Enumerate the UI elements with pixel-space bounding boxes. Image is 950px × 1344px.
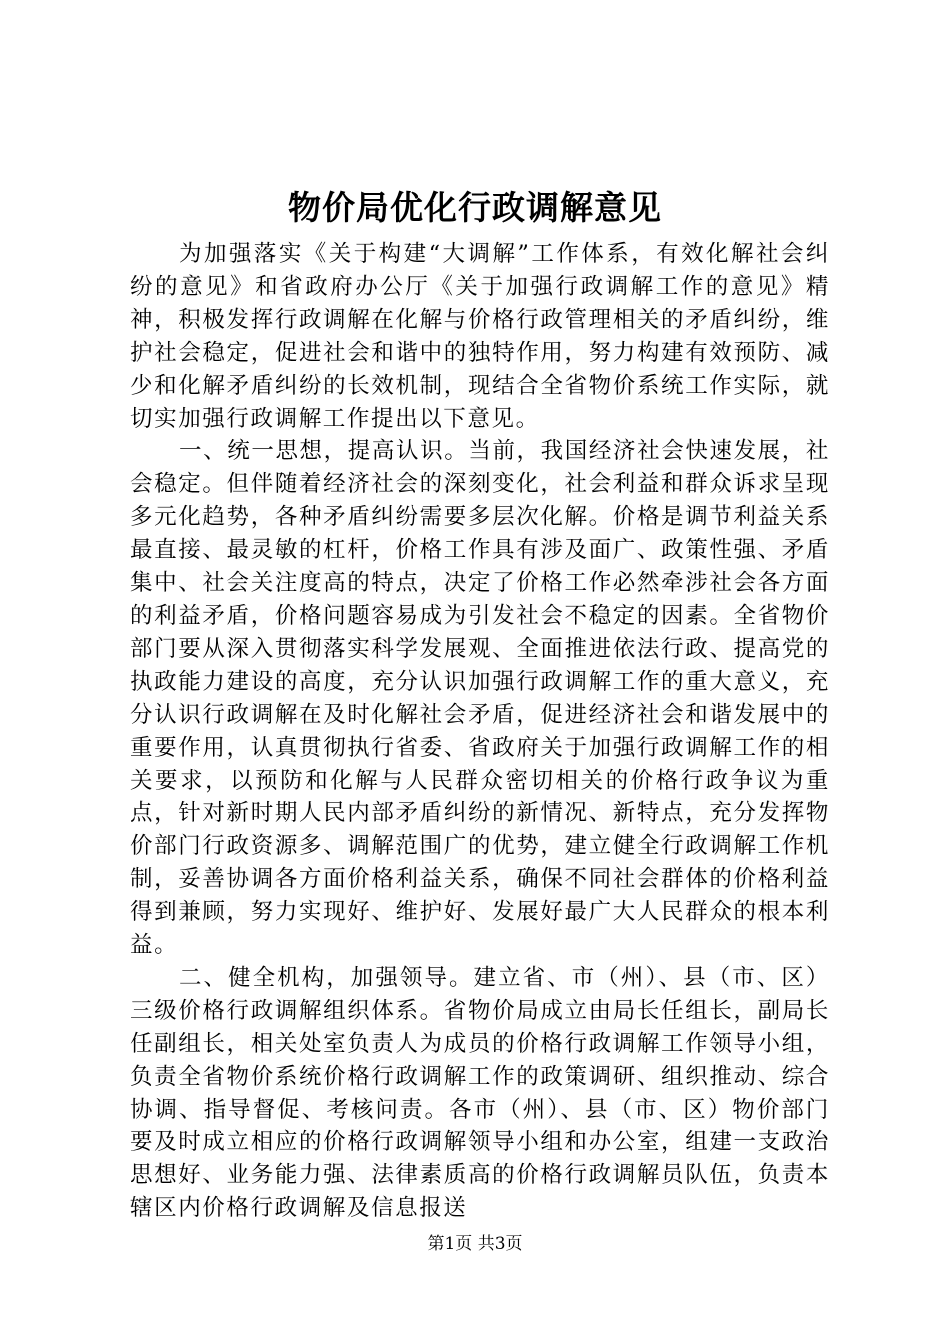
document-title: 物价局优化行政调解意见 [288,188,662,227]
paragraph-section-1: 一、统一思想，提高认识。当前，我国经济社会快速发展，社会稳定。但伴随着经济社会的深刻变化，社会利益和群众诉求呈现多元化趋势，各种矛盾纠纷需要多层次化解。价格是调节利益关系最直接、最灵敏的杠杆，价格工作具有涉及面广、政策性强、矛盾集中、社会关注度高的特点，决定了价格工作必然牵涉社会各方面的利益矛盾，价格问题容易成为引发社会不稳定的因素。全省物价部门要从深入贯彻落实科学发展观、全面推进依法行政、提高党的执政能力建设的高度，充分认识加强行政调解工作的重大意义，充分认识行政调解在及时化解社会矛盾，促进经济社会和谐发展中的重要作用，认真贯彻执行省委、省政府关于加强行政调解工作的相关要求，以预防和化解与人民群众密切相关的价格行政争议为重点，针对新时期人民内部矛盾纠纷的新情况、新特点，充分发挥物价部门行政资源多、调解范围广的优势，建立健全行政调解工作机制，妥善协调各方面价格利益关系，确保不同社会群体的价格利益得到兼顾，努力实现好、维护好、发展好最广大人民群众的根本利益。 [130,438,830,959]
paragraph-section-2: 二、健全机构，加强领导。建立省、市（州）、县（市、区）三级价格行政调解组织体系。省物价局成立由局长任组长，副局长任副组长，相关处室负责人为成员的价格行政调解工作领导小组，负责全省物价系统价格行政调解工作的政策调研、组织推动、综合协调、指导督促、考核问责。各市（州）、县（市、区）物价部门要及时成立相应的价格行政调解领导小组和办公室，组建一支政治思想好、业务能力强、法律素质高的价格行政调解员队伍，负责本辖区内价格行政调解及信息报送 [130,964,830,1222]
paragraph-intro: 为加强落实《关于构建“大调解”工作体系，有效化解社会纠纷的意见》和省政府办公厅《关于加强行政调解工作的意见》精神，积极发挥行政调解在化解与价格行政管理相关的矛盾纠纷，维护社会稳定，促进社会和谐中的独特作用，努力构建有效预防、减少和化解矛盾纠纷的长效机制，现结合全省物价系统工作实际，就切实加强行政调解工作提出以下意见。 [130,241,830,432]
document-body [130,238,830,1225]
page-number-footer: 第1页 共3页 [427,1234,523,1254]
